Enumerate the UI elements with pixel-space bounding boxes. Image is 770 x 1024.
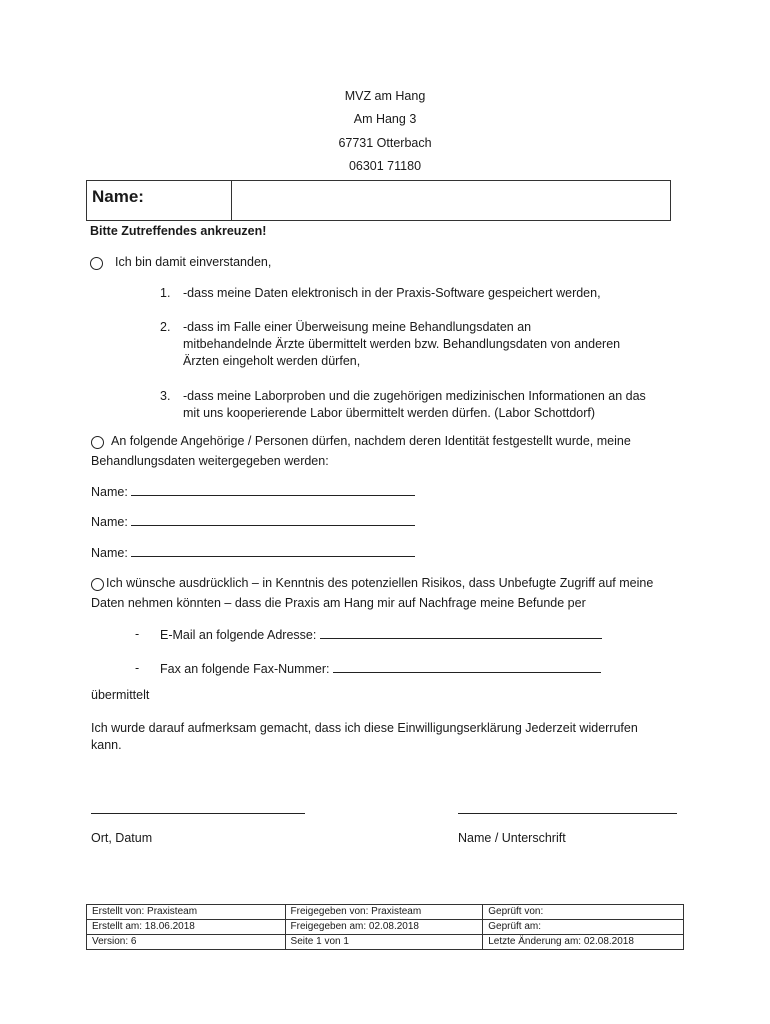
relative-name-field-2[interactable] [131, 513, 415, 526]
email-label: E-Mail an folgende Adresse: [160, 628, 317, 642]
consent-option-3-line-1: Ich wünsche ausdrücklich – in Kenntnis des potenziellen Risikos, dass Unbefugte Zugriff auf meine [106, 576, 654, 590]
item-1-text: -dass meine Daten elektronisch in der Praxis-Software gespeichert werden, [183, 286, 601, 300]
relative-name-field-3[interactable] [131, 544, 415, 557]
revocation-line-1: Ich wurde darauf aufmerksam gemacht, dass ich diese Einwilligungserklärung Jederzeit widerrufen [91, 721, 638, 735]
approved-by-cell: Freigegeben von: Praxisteam [285, 905, 483, 920]
relative-name-label: Name: [91, 485, 128, 499]
relative-name-label: Name: [91, 546, 128, 560]
consent-option-1-radio[interactable] [90, 257, 103, 270]
email-row [160, 626, 602, 644]
practice-street: Am Hang 3 [353, 112, 417, 126]
item-2-line-2: mitbehandelnde Ärzte übermittelt werden bzw. Behandlungsdaten von anderen [183, 337, 621, 351]
fax-field[interactable] [333, 660, 601, 673]
relative-name-row-2 [91, 513, 415, 531]
name-box-divider [231, 181, 232, 220]
table-row [87, 905, 684, 920]
version-cell: Version: 6 [87, 935, 286, 950]
email-bullet: - [135, 627, 140, 641]
consent-option-2-line-2: Behandlungsdaten weitergegeben werden: [91, 454, 329, 468]
checked-on-cell: Geprüft am: [483, 920, 684, 935]
place-date-label: Ort, Datum [91, 831, 153, 845]
revocation-line-2: kann. [91, 738, 122, 752]
document-control-table [86, 904, 684, 950]
last-modified-cell: Letzte Änderung am: 02.08.2018 [483, 935, 684, 950]
signature-label: Name / Unterschrift [458, 831, 566, 845]
item-3-line-1: -dass meine Laborproben und die zugehörigen medizinischen Informationen an das [183, 389, 646, 403]
table-row [87, 920, 684, 935]
consent-option-3-line-2: Daten nehmen könnten – dass die Praxis am Hang mir auf Nachfrage meine Befunde per [91, 596, 586, 610]
checked-by-cell: Geprüft von: [483, 905, 684, 920]
practice-phone: 06301 71180 [348, 159, 422, 173]
patient-name-field[interactable] [233, 181, 670, 220]
item-2-line-3: Ärzten eingeholt werden dürfen, [183, 354, 361, 368]
patient-name-label: Name: [92, 187, 144, 206]
page-number-cell: Seite 1 von 1 [285, 935, 483, 950]
relative-name-row-3 [91, 544, 415, 562]
relative-name-row-1 [91, 483, 415, 501]
item-3-number: 3. [160, 389, 171, 403]
instruction-text: Bitte Zutreffendes ankreuzen! [90, 224, 267, 238]
relative-name-label: Name: [91, 515, 128, 529]
email-field[interactable] [320, 626, 602, 639]
consent-option-2-radio[interactable] [91, 436, 104, 449]
signature-line[interactable] [458, 812, 677, 814]
consent-option-3-radio[interactable] [91, 578, 104, 591]
fax-bullet: - [135, 661, 140, 675]
table-row [87, 935, 684, 950]
created-by-cell: Erstellt von: Praxisteam [87, 905, 286, 920]
item-3-line-2: mit uns kooperierende Labor übermittelt werden dürfen. (Labor Schottdorf) [183, 406, 596, 420]
item-2-line-1: -dass im Falle einer Überweisung meine Behandlungsdaten an [183, 320, 532, 334]
consent-option-1-text: Ich bin damit einverstanden, [115, 255, 272, 269]
approved-on-cell: Freigegeben am: 02.08.2018 [285, 920, 483, 935]
item-1-number: 1. [160, 286, 171, 300]
place-date-line[interactable] [91, 812, 305, 814]
patient-name-box [86, 180, 671, 221]
practice-city: 67731 Otterbach [338, 136, 432, 150]
created-on-cell: Erstellt am: 18.06.2018 [87, 920, 286, 935]
practice-name: MVZ am Hang [344, 89, 426, 103]
relative-name-field-1[interactable] [131, 483, 415, 496]
item-2-number: 2. [160, 320, 171, 334]
fax-label: Fax an folgende Fax-Nummer: [160, 662, 330, 676]
fax-row [160, 660, 601, 678]
consent-option-2-line-1: An folgende Angehörige / Personen dürfen, nachdem deren Identität festgestellt wurde, meine [111, 434, 631, 448]
transmitted-text: übermittelt [91, 688, 150, 702]
